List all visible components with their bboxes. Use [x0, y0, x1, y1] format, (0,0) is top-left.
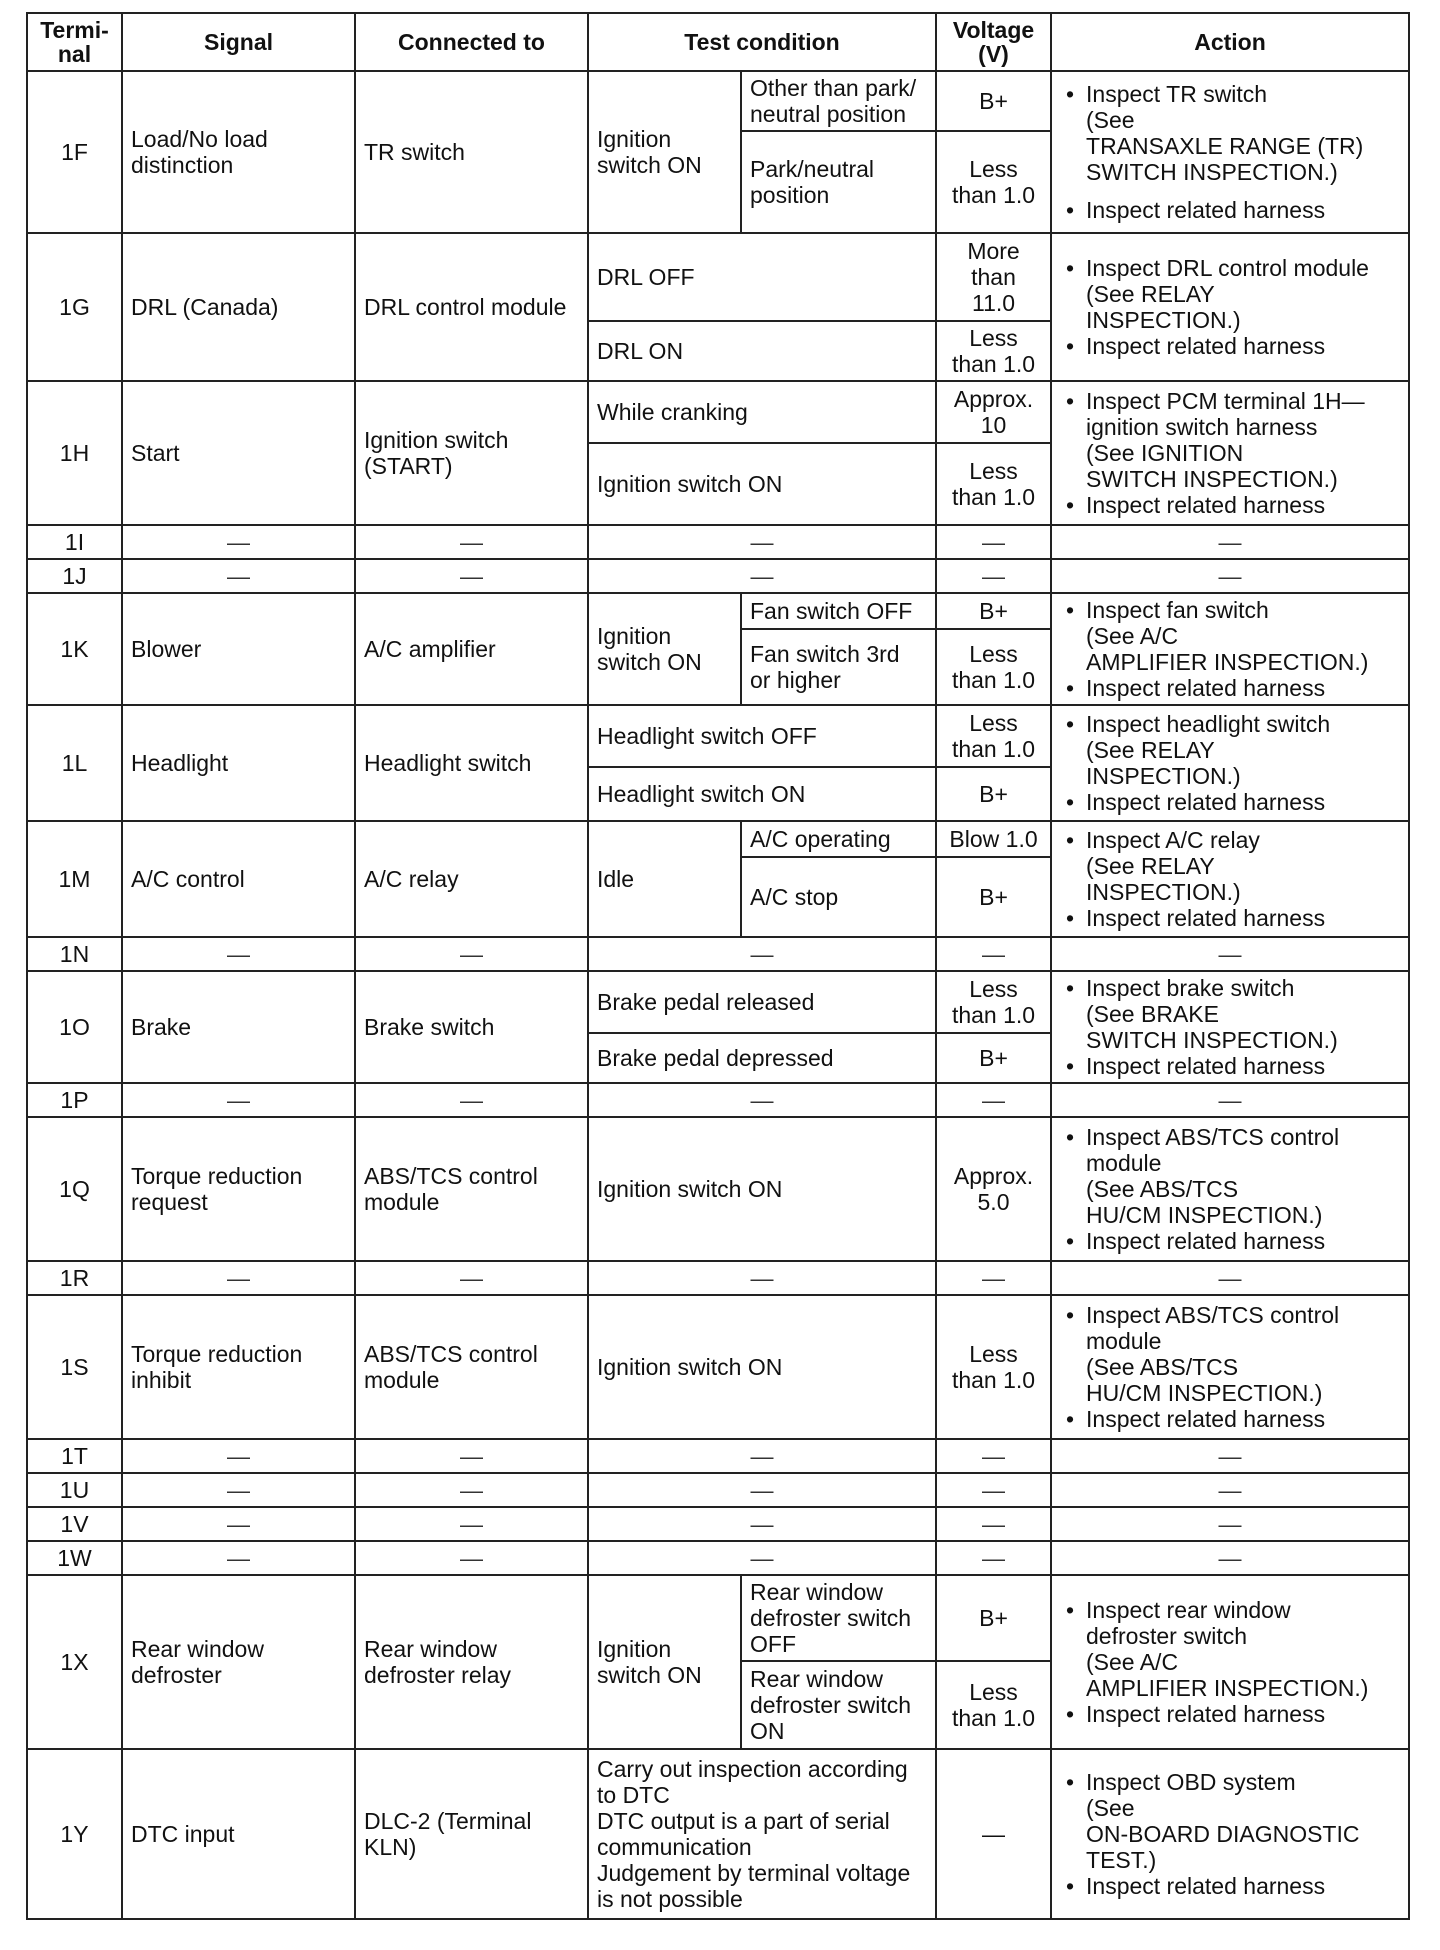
voltage-cell: More than 11.0: [936, 233, 1051, 321]
table-row: [27, 1439, 1409, 1473]
action-cell: [1051, 593, 1409, 705]
signal-cell: Start: [122, 381, 355, 525]
terminal-cell: 1J: [27, 559, 122, 593]
dash-cell: —: [122, 1507, 355, 1541]
action-cell: [1051, 971, 1409, 1083]
condition-cell: Ignition switch ON: [588, 443, 936, 525]
condition-cell: While cranking: [588, 381, 936, 443]
terminal-cell: 1L: [27, 705, 122, 821]
table-row: [27, 971, 1409, 1033]
action-item: • Inspect headlight switch (See RELAY INSPECTION.): [1086, 711, 1400, 789]
terminal-cell: 1P: [27, 1083, 122, 1117]
dash-cell: —: [588, 1541, 936, 1575]
action-item: • Inspect related harness: [1086, 1406, 1400, 1432]
terminal-cell: 1X: [27, 1575, 122, 1749]
terminal-cell: 1R: [27, 1261, 122, 1295]
terminal-cell: 1S: [27, 1295, 122, 1439]
action-item: • Inspect related harness: [1086, 675, 1400, 701]
connected-cell: DLC-2 (Terminal KLN): [355, 1749, 588, 1919]
dash-cell: —: [936, 1083, 1051, 1117]
action-cell: [1051, 1749, 1409, 1919]
connected-cell: Rear window defroster relay: [355, 1575, 588, 1749]
table-row: [27, 1261, 1409, 1295]
connected-cell: Headlight switch: [355, 705, 588, 821]
dash-cell: —: [122, 1261, 355, 1295]
header-test-condition: Test condition: [588, 13, 936, 71]
connected-cell: A/C amplifier: [355, 593, 588, 705]
dash-cell: —: [1051, 1083, 1409, 1117]
dash-cell: —: [1051, 1439, 1409, 1473]
dash-cell: —: [1051, 937, 1409, 971]
dash-cell: —: [122, 559, 355, 593]
terminal-voltage-table-sheet: [26, 12, 1408, 1920]
condition-cell: Ignition switch ON: [588, 1117, 936, 1261]
table-row: [27, 1117, 1409, 1261]
dash-cell: —: [936, 1439, 1051, 1473]
terminal-cell: 1K: [27, 593, 122, 705]
connected-cell: ABS/TCS control module: [355, 1117, 588, 1261]
connected-cell: ABS/TCS control module: [355, 1295, 588, 1439]
connected-cell: A/C relay: [355, 821, 588, 937]
action-item: • Inspect TR switch (See TRANSAXLE RANGE (TR) SWITCH INSPECTION.): [1086, 81, 1400, 185]
condition-cell: Ignition switch ON: [588, 1295, 936, 1439]
dash-cell: —: [936, 1541, 1051, 1575]
voltage-cell: B+: [936, 857, 1051, 937]
dash-cell: —: [588, 1507, 936, 1541]
table-row: [27, 1575, 1409, 1661]
table-row: [27, 1473, 1409, 1507]
voltage-cell: B+: [936, 1033, 1051, 1083]
dash-cell: —: [122, 1083, 355, 1117]
dash-cell: —: [355, 1261, 588, 1295]
table-row: [27, 1749, 1409, 1919]
terminal-cell: 1U: [27, 1473, 122, 1507]
connected-cell: Brake switch: [355, 971, 588, 1083]
signal-cell: Headlight: [122, 705, 355, 821]
connected-cell: TR switch: [355, 71, 588, 233]
condition-cell: Headlight switch OFF: [588, 705, 936, 767]
action-item: • Inspect related harness: [1086, 905, 1400, 931]
header-row: [27, 13, 1409, 71]
dash-cell: —: [1051, 525, 1409, 559]
action-item: • Inspect related harness: [1086, 1873, 1400, 1899]
dash-cell: —: [122, 1541, 355, 1575]
condition-sub-cell: Park/neutral position: [741, 131, 936, 233]
table-row: [27, 1295, 1409, 1439]
terminal-voltage-table: [26, 12, 1410, 1920]
action-cell: [1051, 821, 1409, 937]
header-action: Action: [1051, 13, 1409, 71]
voltage-cell: —: [936, 1749, 1051, 1919]
dash-cell: —: [122, 1439, 355, 1473]
action-item: • Inspect related harness: [1086, 789, 1400, 815]
action-item: • Inspect related harness: [1086, 492, 1400, 518]
dash-cell: —: [122, 1473, 355, 1507]
signal-cell: A/C control: [122, 821, 355, 937]
dash-cell: —: [936, 525, 1051, 559]
dash-cell: —: [588, 1261, 936, 1295]
table-row: [27, 937, 1409, 971]
signal-cell: Load/No load distinction: [122, 71, 355, 233]
action-cell: [1051, 1117, 1409, 1261]
condition-sub-cell: Fan switch OFF: [741, 593, 936, 629]
table-row: [27, 1541, 1409, 1575]
voltage-cell: Less than 1.0: [936, 1295, 1051, 1439]
action-item: • Inspect related harness: [1086, 333, 1400, 359]
dash-cell: —: [588, 1083, 936, 1117]
voltage-cell: B+: [936, 767, 1051, 821]
table-row: [27, 1083, 1409, 1117]
dash-cell: —: [355, 1507, 588, 1541]
terminal-cell: 1T: [27, 1439, 122, 1473]
table-row: [27, 71, 1409, 131]
terminal-cell: 1W: [27, 1541, 122, 1575]
signal-cell: Rear window defroster: [122, 1575, 355, 1749]
condition-cell: Headlight switch ON: [588, 767, 936, 821]
dash-cell: —: [1051, 559, 1409, 593]
action-item: • Inspect related harness: [1086, 197, 1400, 223]
signal-cell: DRL (Canada): [122, 233, 355, 381]
dash-cell: —: [122, 525, 355, 559]
terminal-cell: 1V: [27, 1507, 122, 1541]
condition-sub-cell: Other than park/ neutral position: [741, 71, 936, 131]
dash-cell: —: [936, 937, 1051, 971]
terminal-cell: 1I: [27, 525, 122, 559]
action-item: • Inspect fan switch (See A/C AMPLIFIER INSPECTION.): [1086, 597, 1400, 675]
action-cell: [1051, 381, 1409, 525]
terminal-cell: 1Y: [27, 1749, 122, 1919]
dash-cell: —: [588, 1473, 936, 1507]
condition-cell: Carry out inspection according to DTC DTC output is a part of serial communication Judgement by terminal voltage is not possible: [588, 1749, 936, 1919]
signal-cell: Brake: [122, 971, 355, 1083]
action-item: • Inspect A/C relay (See RELAY INSPECTION.): [1086, 827, 1400, 905]
action-item: • Inspect ABS/TCS control module (See ABS/TCS HU/CM INSPECTION.): [1086, 1302, 1400, 1406]
table-row: [27, 1507, 1409, 1541]
dash-cell: —: [936, 1261, 1051, 1295]
dash-cell: —: [588, 1439, 936, 1473]
condition-sub-cell: Fan switch 3rd or higher: [741, 629, 936, 705]
table-row: [27, 705, 1409, 767]
table-row: [27, 821, 1409, 857]
signal-cell: Torque reduction inhibit: [122, 1295, 355, 1439]
voltage-cell: Less than 1.0: [936, 971, 1051, 1033]
header-voltage: Voltage (V): [936, 13, 1051, 71]
condition-main-cell: Idle: [588, 821, 741, 937]
dash-cell: —: [355, 937, 588, 971]
table-row: [27, 593, 1409, 629]
dash-cell: —: [1051, 1507, 1409, 1541]
action-item: • Inspect related harness: [1086, 1053, 1400, 1079]
dash-cell: —: [936, 1507, 1051, 1541]
dash-cell: —: [1051, 1541, 1409, 1575]
table-row: [27, 525, 1409, 559]
dash-cell: —: [1051, 1261, 1409, 1295]
voltage-cell: Approx. 10: [936, 381, 1051, 443]
dash-cell: —: [355, 525, 588, 559]
dash-cell: —: [588, 525, 936, 559]
dash-cell: —: [936, 559, 1051, 593]
action-item: • Inspect DRL control module (See RELAY INSPECTION.): [1086, 255, 1400, 333]
voltage-cell: Less than 1.0: [936, 629, 1051, 705]
action-item: • Inspect OBD system (See ON-BOARD DIAGNOSTIC TEST.): [1086, 1769, 1400, 1873]
voltage-cell: B+: [936, 1575, 1051, 1661]
dash-cell: —: [355, 1083, 588, 1117]
voltage-cell: B+: [936, 71, 1051, 131]
action-item: • Inspect related harness: [1086, 1228, 1400, 1254]
action-cell: [1051, 71, 1409, 233]
condition-sub-cell: A/C stop: [741, 857, 936, 937]
voltage-cell: Less than 1.0: [936, 321, 1051, 381]
terminal-cell: 1F: [27, 71, 122, 233]
condition-cell: DRL ON: [588, 321, 936, 381]
signal-cell: DTC input: [122, 1749, 355, 1919]
signal-cell: Torque reduction request: [122, 1117, 355, 1261]
condition-cell: DRL OFF: [588, 233, 936, 321]
action-cell: [1051, 233, 1409, 381]
condition-sub-cell: A/C operating: [741, 821, 936, 857]
voltage-cell: Less than 1.0: [936, 443, 1051, 525]
action-cell: [1051, 1295, 1409, 1439]
action-item: • Inspect related harness: [1086, 1701, 1400, 1727]
table-row: [27, 559, 1409, 593]
dash-cell: —: [122, 937, 355, 971]
action-item: • Inspect rear window defroster switch (See A/C AMPLIFIER INSPECTION.): [1086, 1597, 1400, 1701]
voltage-cell: Blow 1.0: [936, 821, 1051, 857]
dash-cell: —: [355, 1439, 588, 1473]
terminal-cell: 1Q: [27, 1117, 122, 1261]
table-row: [27, 233, 1409, 321]
action-cell: [1051, 1575, 1409, 1749]
dash-cell: —: [936, 1473, 1051, 1507]
voltage-cell: Less than 1.0: [936, 705, 1051, 767]
dash-cell: —: [588, 937, 936, 971]
terminal-cell: 1H: [27, 381, 122, 525]
header-terminal: Termi- nal: [27, 13, 122, 71]
dash-cell: —: [588, 559, 936, 593]
header-signal: Signal: [122, 13, 355, 71]
voltage-cell: B+: [936, 593, 1051, 629]
dash-cell: —: [355, 559, 588, 593]
dash-cell: —: [355, 1541, 588, 1575]
condition-main-cell: Ignition switch ON: [588, 593, 741, 705]
condition-cell: Brake pedal released: [588, 971, 936, 1033]
header-connected-to: Connected to: [355, 13, 588, 71]
action-item: • Inspect ABS/TCS control module (See ABS/TCS HU/CM INSPECTION.): [1086, 1124, 1400, 1228]
voltage-cell: Approx. 5.0: [936, 1117, 1051, 1261]
dash-cell: —: [355, 1473, 588, 1507]
condition-main-cell: Ignition switch ON: [588, 1575, 741, 1749]
table-row: [27, 381, 1409, 443]
signal-cell: Blower: [122, 593, 355, 705]
condition-sub-cell: Rear window defroster switch OFF: [741, 1575, 936, 1661]
terminal-cell: 1G: [27, 233, 122, 381]
connected-cell: DRL control module: [355, 233, 588, 381]
dash-cell: —: [1051, 1473, 1409, 1507]
terminal-cell: 1N: [27, 937, 122, 971]
action-cell: [1051, 705, 1409, 821]
condition-cell: Brake pedal depressed: [588, 1033, 936, 1083]
action-item: • Inspect brake switch (See BRAKE SWITCH INSPECTION.): [1086, 975, 1400, 1053]
condition-main-cell: Ignition switch ON: [588, 71, 741, 233]
voltage-cell: Less than 1.0: [936, 131, 1051, 233]
terminal-cell: 1M: [27, 821, 122, 937]
action-item: • Inspect PCM terminal 1H— ignition switch harness (See IGNITION SWITCH INSPECTION.): [1086, 388, 1400, 492]
voltage-cell: Less than 1.0: [936, 1661, 1051, 1749]
condition-sub-cell: Rear window defroster switch ON: [741, 1661, 936, 1749]
terminal-cell: 1O: [27, 971, 122, 1083]
connected-cell: Ignition switch (START): [355, 381, 588, 525]
